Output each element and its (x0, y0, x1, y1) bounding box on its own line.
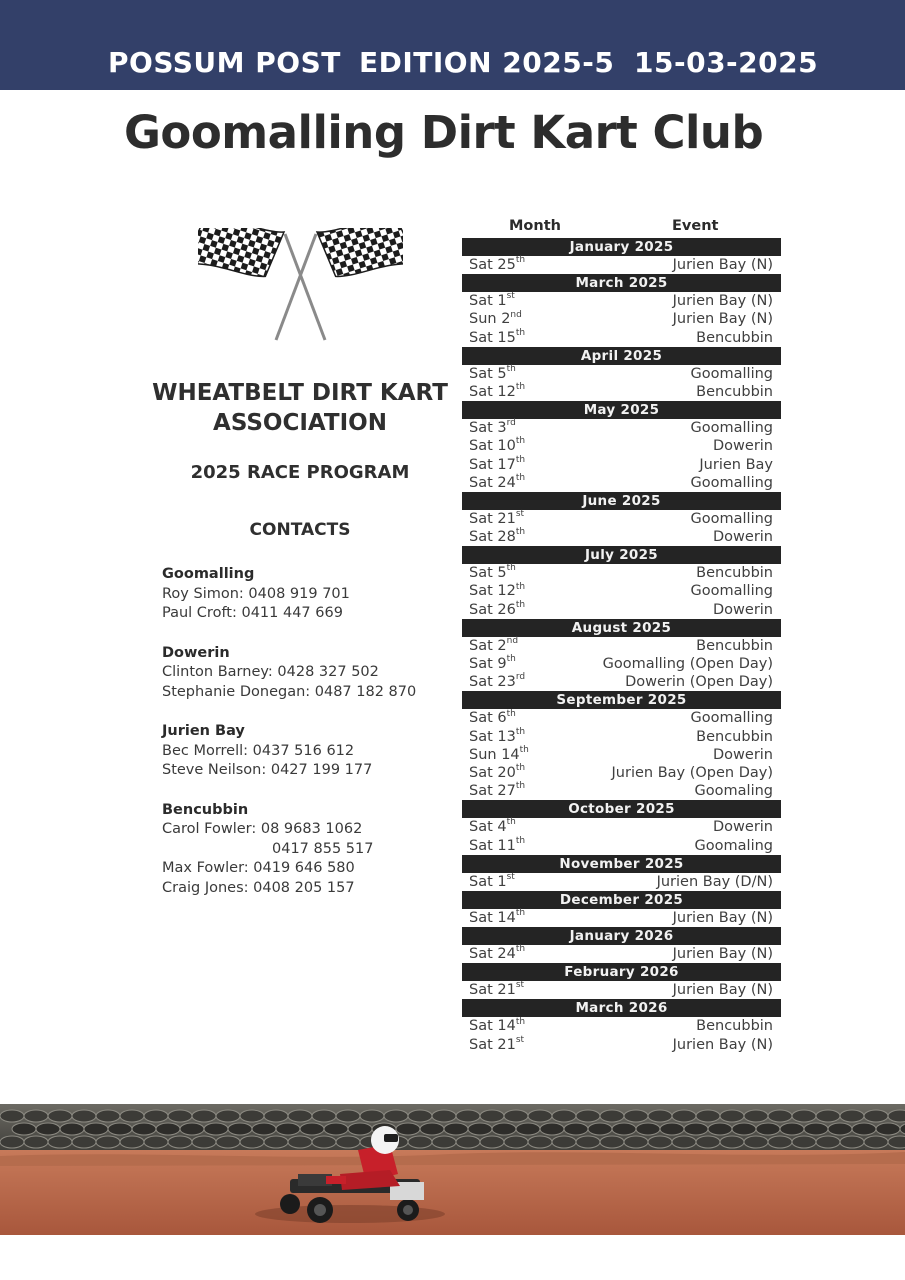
event-day: Sat 24 (469, 946, 516, 963)
event-venue: Dowerin (713, 746, 773, 763)
event-date (469, 419, 516, 437)
event-venue: Jurien Bay (N) (672, 1036, 773, 1053)
event-date (469, 437, 525, 455)
event-day-suffix: rd (515, 672, 526, 683)
schedule-header (462, 216, 781, 238)
event-day-suffix: th (515, 255, 526, 266)
event-venue: Goomalling (690, 420, 773, 437)
event-venue: Bencubbin (696, 383, 773, 400)
schedule-body (462, 238, 781, 1054)
event-day: Sat 5 (469, 565, 507, 582)
month-header: January 2026 (462, 927, 781, 945)
checkered-flags-icon (198, 228, 403, 346)
event-day-suffix: th (506, 817, 516, 828)
event-day-suffix: th (515, 436, 526, 447)
event-row (462, 673, 781, 691)
contact-line: Max Fowler: 0419 646 580 (162, 860, 355, 876)
event-row (462, 945, 781, 963)
event-day: Sat 4 (469, 819, 507, 836)
event-day: Sat 9 (469, 656, 507, 672)
event-venue: Goomaling (694, 783, 773, 800)
event-venue: Bencubbin (696, 1018, 773, 1035)
event-venue: Goomalling (Open Day) (602, 656, 773, 672)
contact-line: Paul Croft: 0411 447 669 (162, 605, 343, 621)
event-row (462, 510, 781, 528)
event-date (469, 528, 525, 546)
event-day: Sat 20 (469, 764, 516, 781)
page-title: Goomalling Dirt Kart Club (124, 106, 764, 159)
contact-town: Jurien Bay (162, 723, 245, 739)
event-row (462, 582, 781, 600)
contact-group (162, 644, 416, 703)
event-row (462, 909, 781, 927)
event-row (462, 292, 781, 310)
month-header: August 2025 (462, 619, 781, 637)
contact-line: 0417 855 517 (272, 840, 374, 857)
contacts-heading: CONTACTS (249, 520, 351, 540)
event-day-suffix: st (506, 871, 515, 882)
event-day: Sun 14 (469, 746, 520, 763)
event-date (469, 981, 524, 999)
month-header: December 2025 (462, 891, 781, 909)
month-header: October 2025 (462, 800, 781, 818)
event-date (469, 383, 525, 401)
event-row (462, 764, 781, 782)
event-venue: Jurien Bay (N) (672, 982, 773, 999)
contact-town: Dowerin (162, 644, 230, 661)
month-header: March 2025 (462, 274, 781, 292)
event-row (462, 818, 781, 836)
event-row (462, 728, 781, 746)
event-row (462, 782, 781, 800)
event-day: Sat 12 (469, 383, 516, 400)
event-day-suffix: th (515, 581, 526, 592)
event-day: Sat 1 (469, 293, 507, 310)
month-header: May 2025 (462, 401, 781, 419)
month-header: July 2025 (462, 546, 781, 564)
contacts-list (162, 565, 416, 918)
month-header: March 2026 (462, 999, 781, 1017)
event-venue: Goomalling (690, 510, 773, 527)
event-row (462, 873, 781, 891)
event-row (462, 474, 781, 492)
event-venue: Goomalling (690, 710, 773, 727)
event-row (462, 564, 781, 582)
event-day: Sat 13 (469, 728, 516, 745)
event-day: Sat 26 (469, 601, 516, 618)
event-date (469, 1017, 525, 1035)
month-header: November 2025 (462, 855, 781, 873)
event-row (462, 456, 781, 474)
association-name (150, 378, 450, 438)
contact-group (162, 565, 416, 624)
contact-town: Bencubbin (162, 801, 249, 818)
event-day-suffix: th (515, 599, 526, 610)
event-row (462, 329, 781, 347)
contact-line: Steve Neilson: 0427 199 177 (162, 762, 373, 778)
event-day-suffix: th (506, 654, 516, 665)
header-event: Event (672, 218, 719, 234)
association-line1: WHEATBELT DIRT KART (152, 380, 448, 406)
event-day: Sat 21 (469, 1036, 516, 1053)
event-date (469, 709, 516, 727)
event-day-suffix: nd (510, 309, 522, 320)
event-row (462, 419, 781, 437)
race-schedule (462, 216, 781, 1054)
event-venue: Dowerin (Open Day) (625, 674, 773, 691)
event-day: Sat 6 (469, 710, 507, 727)
event-day-suffix: th (515, 763, 526, 774)
event-day: Sat 3 (469, 420, 507, 437)
event-venue: Jurien Bay (N) (672, 257, 773, 273)
event-date (469, 637, 518, 655)
contact-line: Craig Jones: 0408 205 157 (162, 879, 355, 896)
month-header: April 2025 (462, 347, 781, 365)
event-day: Sat 15 (469, 329, 516, 346)
header-banner (0, 0, 905, 90)
event-venue: Dowerin (713, 601, 773, 618)
header-month: Month (509, 218, 561, 234)
event-day-suffix: th (515, 327, 526, 338)
event-date (469, 510, 524, 528)
event-day: Sat 28 (469, 529, 516, 546)
contact-line: Carol Fowler: 08 9683 1062 (162, 821, 363, 837)
event-date (469, 456, 525, 474)
event-day: Sat 23 (469, 674, 516, 691)
event-day: Sat 21 (469, 510, 516, 527)
event-day-suffix: th (515, 781, 526, 792)
event-day-suffix: th (506, 563, 516, 574)
event-row (462, 981, 781, 999)
contact-group (162, 722, 416, 781)
event-date (469, 818, 516, 836)
event-day: Sat 27 (469, 783, 516, 800)
event-day-suffix: st (515, 1034, 525, 1045)
event-day-suffix: th (515, 944, 526, 955)
event-date (469, 1036, 524, 1054)
event-row (462, 310, 781, 328)
event-row (462, 1036, 781, 1054)
event-row (462, 528, 781, 546)
event-day: Sat 10 (469, 438, 516, 455)
event-venue: Dowerin (713, 438, 773, 455)
event-date (469, 582, 525, 600)
event-venue: Jurien Bay (D/N) (656, 873, 773, 890)
event-venue: Dowerin (713, 529, 773, 546)
event-venue: Bencubbin (696, 728, 773, 745)
event-date (469, 673, 525, 691)
event-date (469, 764, 525, 782)
event-row (462, 256, 781, 274)
event-date (469, 728, 525, 746)
month-header: June 2025 (462, 492, 781, 510)
event-date (469, 655, 516, 673)
event-day-suffix: th (515, 908, 526, 919)
event-date (469, 945, 525, 963)
edition-number: EDITION 2025-5 (359, 46, 615, 79)
event-venue: Jurien Bay (N) (672, 293, 773, 310)
contact-line: Clinton Barney: 0428 327 502 (162, 664, 379, 680)
event-row (462, 709, 781, 727)
event-day: Sat 24 (469, 474, 516, 491)
event-day: Sat 21 (469, 982, 516, 999)
event-row (462, 601, 781, 619)
event-day-suffix: th (506, 708, 516, 719)
event-date (469, 329, 525, 347)
event-day: Sat 25 (469, 257, 516, 273)
event-date (469, 365, 516, 383)
event-venue: Goomalling (690, 365, 773, 382)
event-day-suffix: th (515, 382, 526, 393)
event-day-suffix: rd (506, 418, 516, 429)
event-venue: Jurien Bay (N) (672, 946, 773, 963)
event-row (462, 837, 781, 855)
event-day-suffix: nd (506, 635, 519, 646)
event-date (469, 746, 529, 764)
event-day: Sat 2 (469, 637, 507, 654)
event-date (469, 292, 515, 310)
event-row (462, 1017, 781, 1035)
month-header: January 2025 (462, 238, 781, 256)
event-row (462, 746, 781, 764)
event-day-suffix: st (515, 980, 525, 991)
contact-town: Goomalling (162, 566, 255, 582)
event-venue: Goomalling (690, 474, 773, 491)
contact-line: Stephanie Donegan: 0487 182 870 (162, 683, 417, 700)
program-title: 2025 RACE PROGRAM (190, 462, 410, 483)
event-day-suffix: th (515, 472, 526, 483)
event-day-suffix: th (506, 363, 516, 374)
event-date (469, 256, 525, 274)
event-day: Sat 12 (469, 583, 516, 600)
event-day-suffix: th (515, 454, 526, 465)
event-date (469, 474, 525, 492)
event-venue: Jurien Bay (N) (672, 311, 773, 328)
event-day-suffix: th (515, 726, 526, 737)
event-venue: Bencubbin (696, 329, 773, 346)
contact-line: Roy Simon: 0408 919 701 (162, 585, 350, 602)
month-header: September 2025 (462, 691, 781, 709)
event-row (462, 383, 781, 401)
publication-name: POSSUM POST (108, 46, 341, 79)
event-day-suffix: th (515, 835, 526, 846)
event-day-suffix: st (515, 509, 525, 520)
event-day-suffix: th (515, 1016, 526, 1027)
event-date (469, 564, 516, 582)
event-row (462, 655, 781, 673)
event-venue: Bencubbin (696, 565, 773, 582)
event-venue: Jurien Bay (N) (672, 909, 773, 926)
event-date (469, 909, 525, 927)
event-date (469, 837, 525, 855)
event-date (469, 310, 522, 328)
edition-date: 15-03-2025 (634, 46, 819, 79)
month-header: February 2026 (462, 963, 781, 981)
event-day-suffix: st (506, 291, 515, 302)
event-day: Sat 14 (469, 909, 516, 926)
event-date (469, 782, 525, 800)
event-day-suffix: th (515, 527, 526, 538)
event-day: Sat 5 (469, 365, 507, 382)
association-line2: ASSOCIATION (213, 410, 387, 436)
contact-line: Bec Morrell: 0437 516 612 (162, 742, 355, 759)
event-day: Sun 2 (469, 311, 511, 328)
event-day: Sat 1 (469, 873, 507, 890)
event-day-suffix: th (519, 744, 529, 755)
contact-group (162, 801, 416, 899)
event-venue: Jurien Bay (Open Day) (611, 764, 773, 781)
event-venue: Goomalling (690, 583, 773, 600)
event-day: Sat 11 (469, 837, 516, 854)
event-date (469, 873, 515, 891)
event-row (462, 437, 781, 455)
event-venue: Dowerin (713, 819, 773, 836)
event-day: Sat 14 (469, 1018, 516, 1035)
event-date (469, 601, 525, 619)
event-venue: Bencubbin (696, 637, 773, 654)
kart-racing-photo (0, 1104, 905, 1235)
event-day: Sat 17 (469, 456, 516, 473)
event-venue: Jurien Bay (699, 456, 773, 473)
event-row (462, 637, 781, 655)
event-venue: Goomaling (694, 837, 773, 854)
event-row (462, 365, 781, 383)
